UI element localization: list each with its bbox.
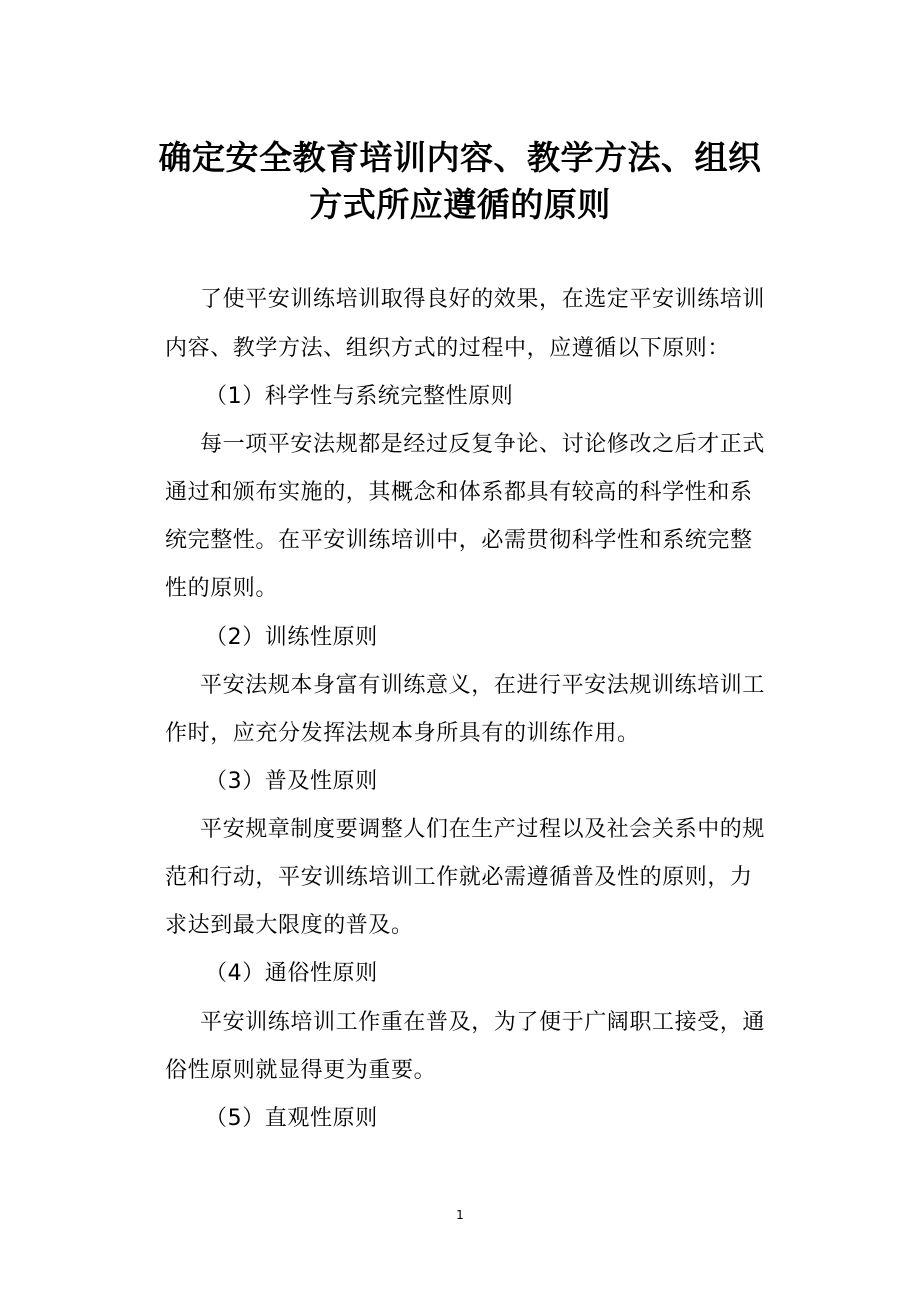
paragraph-2-line-2: 作时，应充分发挥法规本身所具有的训练作用。 xyxy=(165,721,640,746)
paragraph-1-line-1: 每一项平安法规都是经过反复争论、讨论修改之后才正式 xyxy=(200,432,766,457)
section-heading-2: （2）训练性原则 xyxy=(205,625,378,650)
paragraph-intro-line-1: 了使平安训练培训取得良好的效果，在选定平安训练培训 xyxy=(200,287,766,312)
page-number: 1 xyxy=(456,1208,464,1222)
paragraph-3-line-3: 求达到最大限度的普及。 xyxy=(165,913,414,938)
paragraph-intro-line-2: 内容、教学方法、组织方式的过程中，应遵循以下原则： xyxy=(165,336,731,361)
section-heading-5: （5）直观性原则 xyxy=(205,1106,378,1131)
section-heading-1: （1）科学性与系统完整性原则 xyxy=(205,384,514,409)
paragraph-3-line-2: 范和行动，平安训练培训工作就必需遵循普及性的原则，力 xyxy=(165,865,753,890)
paragraph-4-line-1: 平安训练培训工作重在普及，为了便于广阔职工接受，通 xyxy=(200,1010,766,1035)
paragraph-1-line-4: 性的原则。 xyxy=(165,576,279,601)
section-heading-4: （4）通俗性原则 xyxy=(205,961,378,986)
paragraph-3-line-1: 平安规章制度要调整人们在生产过程以及社会关系中的规 xyxy=(200,817,766,842)
paragraph-2-line-1: 平安法规本身富有训练意义，在进行平安法规训练培训工 xyxy=(200,673,766,698)
section-heading-3: （3）普及性原则 xyxy=(205,769,378,794)
document-title-line-2: 方式所应遵循的原则 xyxy=(309,185,611,224)
paragraph-1-line-3: 统完整性。在平安训练培训中，必需贯彻科学性和系统完整 xyxy=(165,528,753,553)
paragraph-1-line-2: 通过和颁布实施的，其概念和体系都具有较高的科学性和系 xyxy=(165,480,753,505)
document-title-line-1: 确定安全教育培训内容、教学方法、组织 xyxy=(158,138,762,177)
paragraph-4-line-2: 俗性原则就显得更为重要。 xyxy=(165,1058,437,1083)
